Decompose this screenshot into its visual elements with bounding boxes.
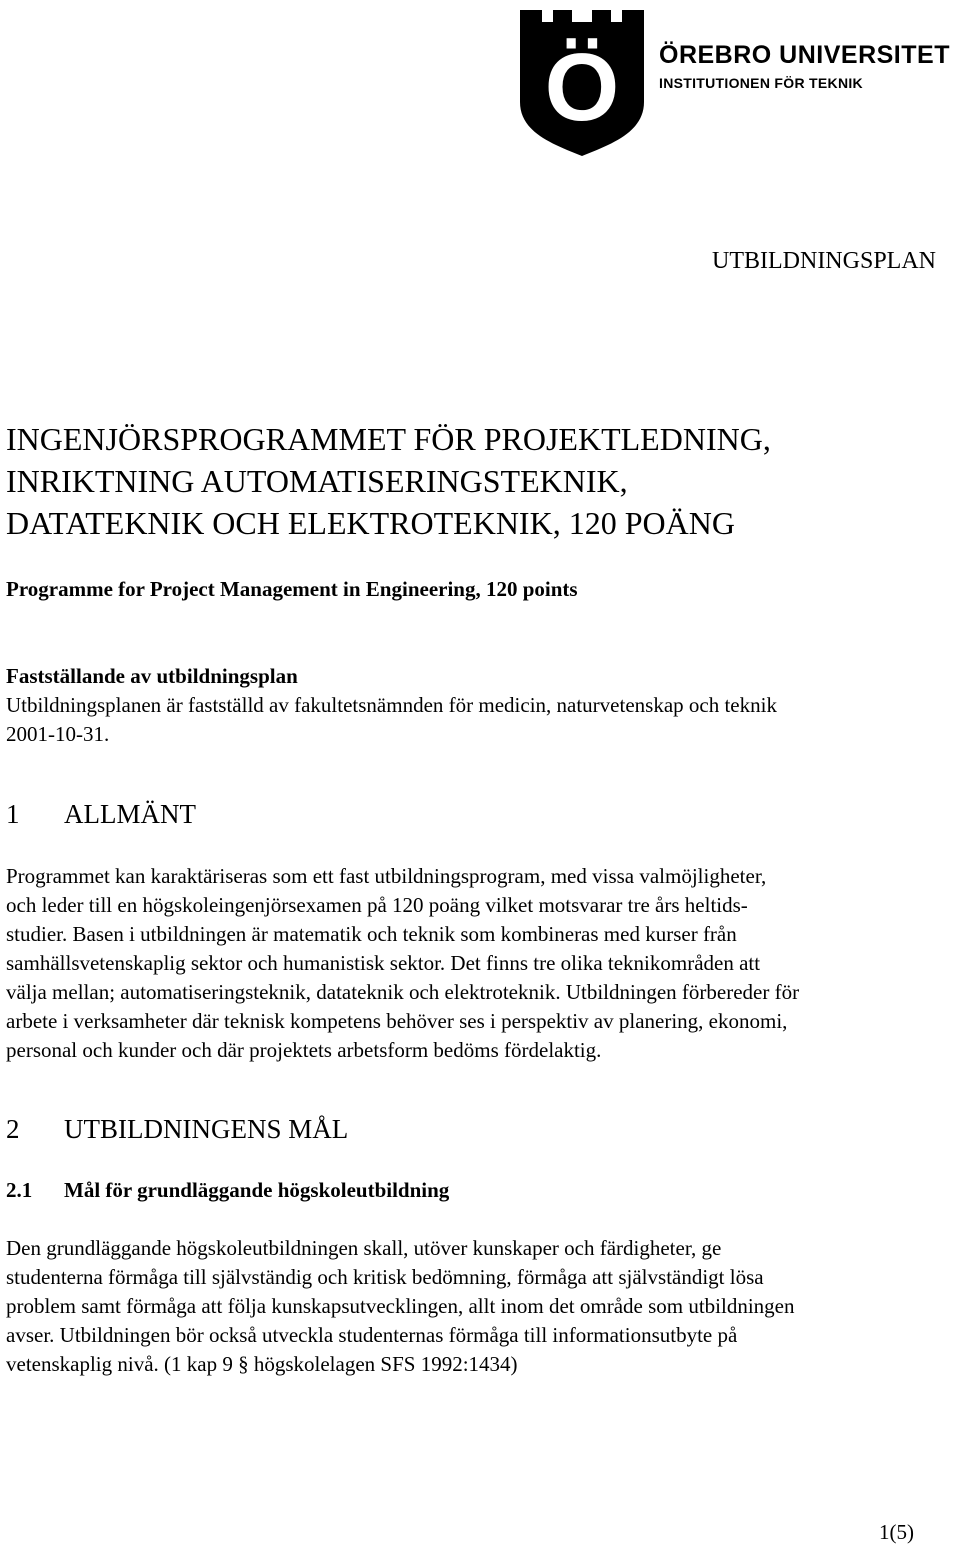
program-title-line: DATATEKNIK OCH ELEKTROTEKNIK, 120 POÄNG [6,505,735,541]
approval-heading: Fastställande av utbildningsplan [6,664,298,688]
approval-line: 2001-10-31. [6,722,110,746]
paragraph-line: arbete i verksamheter där teknisk kompetens behöver ses i perspektiv av planering, ekonomi, [6,1009,788,1033]
subsection-number: 2.1 [6,1178,33,1202]
paragraph-line: välja mellan; automatiseringsteknik, datateknik och elektroteknik. Utbildningen förbereder för [6,980,800,1004]
paragraph-line: problem samt förmåga att följa kunskapsutvecklingen, allt inom det område som utbildningen [6,1294,795,1318]
university-name: ÖREBRO UNIVERSITET [659,41,950,69]
university-logo-shield [520,10,644,156]
section-heading-general [6,797,196,831]
paragraph-line: studenterna förmåga till självständig och kritisk bedömning, förmåga att självständigt lösa [6,1265,764,1289]
section-heading-goals [6,1112,348,1146]
paragraph-line: avser. Utbildningen bör också utveckla studenternas förmåga till informationsutbyte på [6,1323,738,1347]
logo-wordmark [659,40,959,92]
paragraph-line: personal och kunder och där projektets arbetsform bedöms fördelaktig. [6,1038,602,1062]
paragraph-line: Programmet kan karaktäriseras som ett fast utbildningsprogram, med vissa valmöjligheter, [6,864,767,888]
subsection-heading-basic-education-goals [6,1176,449,1204]
section-general-body [6,862,951,1065]
paragraph-line: Den grundläggande högskoleutbildningen skall, utöver kunskaper och färdigheter, ge [6,1236,722,1260]
program-title-english: Programme for Project Management in Engineering, 120 points [6,577,578,601]
subsection-title: Mål för grundläggande högskoleutbildning [64,1178,450,1202]
program-title-line: INGENJÖRSPROGRAMMET FÖR PROJEKTLEDNING, [6,421,771,457]
paragraph-line: vetenskaplig nivå. (1 kap 9 § högskolelagen SFS 1992:1434) [6,1352,518,1376]
approval-text [6,691,946,749]
page-number: 1(5) [879,1520,914,1544]
section-number: 1 [6,799,20,829]
section-title: ALLMÄNT [64,799,196,829]
section-title: UTBILDNINGENS MÅL [64,1114,349,1144]
subsection-body [6,1234,951,1379]
section-number: 2 [6,1114,20,1144]
program-title-line: INRIKTNING AUTOMATISERINGSTEKNIK, [6,463,628,499]
paragraph-line: studier. Basen i utbildningen är matematik och teknik som kombineras med kurser från [6,922,737,946]
program-title [6,418,946,544]
approval-line: Utbildningsplanen är fastställd av fakultetsnämnden för medicin, naturvetenskap och teknik [6,693,777,717]
document-type: UTBILDNINGSPLAN [712,248,936,274]
department-name: INSTITUTIONEN FÖR TEKNIK [659,75,863,91]
paragraph-line: samhällsvetenskaplig sektor och humanistisk sektor. Det finns tre olika teknikområden att [6,951,761,975]
logo-letter: Ö [544,34,620,141]
paragraph-line: och leder till en högskoleingenjörsexamen på 120 poäng vilket motsvarar tre års heltids- [6,893,748,917]
